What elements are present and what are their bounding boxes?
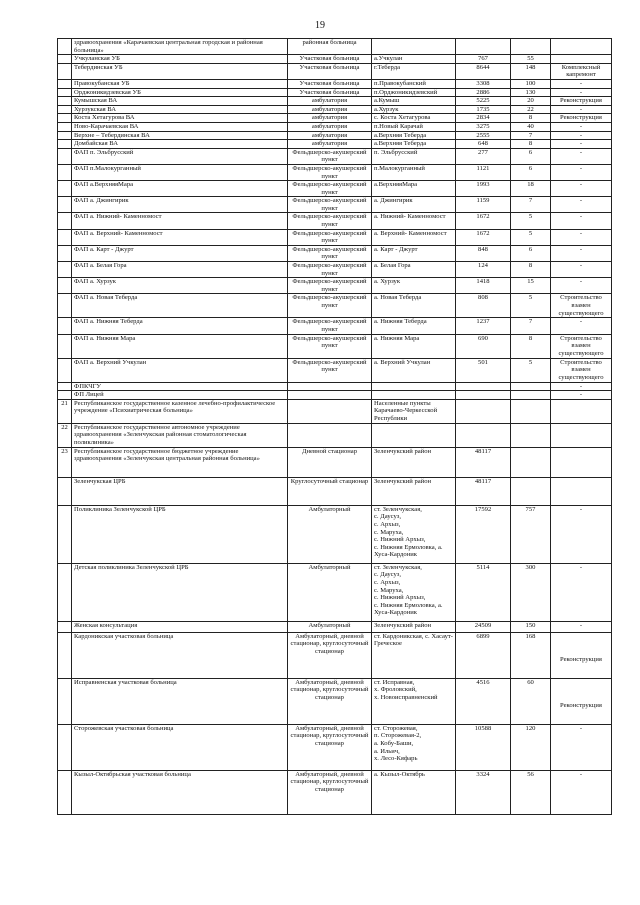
facility-type-cell: амбулатория	[288, 114, 372, 123]
facility-name-cell: ФАП а. Нижний- Каменномост	[72, 213, 288, 229]
facility-name-cell: Республиканское государственное бюджетное учреждение здравоохранения «Зеленчукская центральная районная больница»	[72, 447, 288, 477]
location-cell: а. Нижняя Мара	[372, 334, 456, 358]
row-number-cell	[58, 245, 72, 261]
facility-name-cell: Сторожевская участковая больница	[72, 724, 288, 770]
population-cell: 2886	[456, 88, 511, 97]
capacity-cell: 5	[511, 294, 551, 318]
capacity-cell: 56	[511, 770, 551, 814]
facility-type-cell	[288, 391, 372, 400]
capacity-cell: 100	[511, 79, 551, 88]
facility-name-cell: ФАП а. Джингирик	[72, 197, 288, 213]
capacity-cell	[511, 477, 551, 505]
facility-name-cell: ФАП а.ВерхняяМара	[72, 181, 288, 197]
table-row	[58, 131, 612, 140]
row-number-cell	[58, 79, 72, 88]
capacity-cell: 40	[511, 122, 551, 131]
facility-name-cell: ФАП а. Нижняя Мара	[72, 334, 288, 358]
planned-works-cell: Реконструкция	[551, 97, 612, 106]
table-row	[58, 563, 612, 621]
row-number-cell	[58, 477, 72, 505]
capacity-cell: 20	[511, 97, 551, 106]
row-number-cell	[58, 114, 72, 123]
facility-type-cell: Амбулаторный	[288, 505, 372, 563]
population-cell: 808	[456, 294, 511, 318]
facility-type-cell: Амбулаторный, дневной стационар, круглосуточный стационар	[288, 678, 372, 724]
location-cell	[372, 39, 456, 55]
location-cell: а. Верхний Учкулан	[372, 358, 456, 382]
planned-works-cell: -	[551, 621, 612, 632]
location-cell: а. Нижний- Каменномост	[372, 213, 456, 229]
population-cell	[456, 423, 511, 447]
table-row	[58, 122, 612, 131]
planned-works-cell: Строительство взамен существующего	[551, 334, 612, 358]
table-row	[58, 164, 612, 180]
capacity-cell: 8	[511, 114, 551, 123]
table-row	[58, 97, 612, 106]
location-cell: п.Правокубанский	[372, 79, 456, 88]
population-cell	[456, 382, 511, 391]
row-number-cell	[58, 334, 72, 358]
population-cell: 648	[456, 140, 511, 149]
facility-type-cell: Фельдшерско-акушерский пункт	[288, 148, 372, 164]
table-row	[58, 114, 612, 123]
population-cell: 3275	[456, 122, 511, 131]
population-cell: 6899	[456, 632, 511, 678]
table-row	[58, 770, 612, 814]
row-number-cell	[58, 140, 72, 149]
population-cell: 1237	[456, 318, 511, 334]
row-number-cell: 22	[58, 423, 72, 447]
location-cell: а. Нижняя Теберда	[372, 318, 456, 334]
capacity-cell: 55	[511, 55, 551, 64]
location-cell: а. Хурзук	[372, 278, 456, 294]
population-cell	[456, 39, 511, 55]
capacity-cell: 7	[511, 131, 551, 140]
facility-name-cell: Исправненская участковая больница	[72, 678, 288, 724]
row-number-cell	[58, 391, 72, 400]
location-cell: а.Верхняя Теберда	[372, 131, 456, 140]
facility-type-cell: Фельдшерско-акушерский пункт	[288, 318, 372, 334]
planned-works-cell: -	[551, 229, 612, 245]
planned-works-cell: -	[551, 88, 612, 97]
location-cell: Зеленчукский район	[372, 621, 456, 632]
capacity-cell: 150	[511, 621, 551, 632]
planned-works-cell	[551, 39, 612, 55]
table-row	[58, 423, 612, 447]
facility-name-cell: Ново-Карачаевская ВА	[72, 122, 288, 131]
facility-name-cell: Коста Хетагурова ВА	[72, 114, 288, 123]
facility-name-cell: ФПКЧГУ	[72, 382, 288, 391]
facility-name-cell: Верхне – Тебердинская ВА	[72, 131, 288, 140]
facility-type-cell: Дневной стационар	[288, 447, 372, 477]
population-cell: 4516	[456, 678, 511, 724]
table-row	[58, 505, 612, 563]
population-cell: 2834	[456, 114, 511, 123]
location-cell: г.Теберда	[372, 63, 456, 79]
row-number-cell	[58, 770, 72, 814]
facility-name-cell: ФАП а. Белая Гора	[72, 262, 288, 278]
planned-works-cell: -	[551, 164, 612, 180]
location-cell: с. Коста Хетагурова	[372, 114, 456, 123]
facility-type-cell	[288, 399, 372, 423]
facility-name-cell: Хурзукская ВА	[72, 105, 288, 114]
location-cell: п.Новый Карачай	[372, 122, 456, 131]
location-cell: а. Белая Гора	[372, 262, 456, 278]
table-row	[58, 334, 612, 358]
location-cell: а.Учкулан	[372, 55, 456, 64]
row-number-cell	[58, 229, 72, 245]
planned-works-cell: -	[551, 245, 612, 261]
facility-type-cell: Фельдшерско-акушерский пункт	[288, 294, 372, 318]
facility-name-cell: ФАП п.Малокурганный	[72, 164, 288, 180]
location-cell: а. Джингирик	[372, 197, 456, 213]
location-cell: ст. Зеленчукская, с. Даусуз, с. Архыз, с. Маруха, с. Нижний Архыз, с. Нижняя Ермоловка, а. Хуса-Кардоник	[372, 563, 456, 621]
row-number-cell	[58, 88, 72, 97]
row-number-cell	[58, 358, 72, 382]
table-row	[58, 197, 612, 213]
facility-name-cell: ФАП а. Карт - Джурт	[72, 245, 288, 261]
location-cell: а.Верхняя Теберда	[372, 140, 456, 149]
planned-works-cell	[551, 423, 612, 447]
capacity-cell: 22	[511, 105, 551, 114]
planned-works-cell: -	[551, 197, 612, 213]
location-cell: а.Кумыш	[372, 97, 456, 106]
row-number-cell	[58, 621, 72, 632]
capacity-cell: 300	[511, 563, 551, 621]
table-row	[58, 181, 612, 197]
facility-name-cell: Республиканское государственное казенное лечебно-профилактическое учреждение «Психиатрическая больница»	[72, 399, 288, 423]
facility-type-cell	[288, 423, 372, 447]
planned-works-cell: -	[551, 391, 612, 400]
population-cell: 1121	[456, 164, 511, 180]
table-row	[58, 79, 612, 88]
table-row	[58, 39, 612, 55]
planned-works-cell: Строительство взамен существующего	[551, 294, 612, 318]
facility-type-cell: Участковая больница	[288, 55, 372, 64]
row-number-cell	[58, 318, 72, 334]
capacity-cell: 148	[511, 63, 551, 79]
population-cell: 3308	[456, 79, 511, 88]
facility-name-cell: ФАП а. Верхний- Каменномост	[72, 229, 288, 245]
row-number-cell	[58, 105, 72, 114]
table-row	[58, 229, 612, 245]
location-cell: а.Хурзук	[372, 105, 456, 114]
planned-works-cell: Строительство взамен существующего	[551, 358, 612, 382]
table-row	[58, 88, 612, 97]
population-cell: 690	[456, 334, 511, 358]
facility-type-cell: Амбулаторный, дневной стационар, круглосуточный стационар	[288, 770, 372, 814]
location-cell: ст. Кардоникская, с. Хасаут-Греческое	[372, 632, 456, 678]
facility-type-cell: Фельдшерско-акушерский пункт	[288, 229, 372, 245]
location-cell: а. Верхний- Каменномост	[372, 229, 456, 245]
facility-name-cell: Правокубанская УБ	[72, 79, 288, 88]
row-number-cell: 21	[58, 399, 72, 423]
planned-works-cell: -	[551, 181, 612, 197]
population-cell: 501	[456, 358, 511, 382]
page-number: 19	[315, 20, 325, 31]
table-row	[58, 678, 612, 724]
capacity-cell	[511, 382, 551, 391]
location-cell	[372, 423, 456, 447]
facility-type-cell: Амбулаторный	[288, 621, 372, 632]
facility-type-cell: амбулатория	[288, 97, 372, 106]
location-cell: п.Орджоникидзевский	[372, 88, 456, 97]
location-cell	[372, 382, 456, 391]
capacity-cell	[511, 39, 551, 55]
row-number-cell	[58, 278, 72, 294]
facility-name-cell: Учкуланская УБ	[72, 55, 288, 64]
table-row	[58, 447, 612, 477]
table-row	[58, 63, 612, 79]
population-cell: 848	[456, 245, 511, 261]
location-cell: а. Карт - Джурт	[372, 245, 456, 261]
planned-works-cell: Реконструкция	[551, 632, 612, 678]
population-cell: 124	[456, 262, 511, 278]
facility-type-cell: Фельдшерско-акушерский пункт	[288, 245, 372, 261]
location-cell: Населенные пункты Карачаево-Черкесской Республики	[372, 399, 456, 423]
location-cell	[372, 391, 456, 400]
facility-type-cell: Амбулаторный, дневной стационар, круглосуточный стационар	[288, 724, 372, 770]
capacity-cell: 6	[511, 148, 551, 164]
population-cell	[456, 391, 511, 400]
population-cell: 17592	[456, 505, 511, 563]
capacity-cell: 168	[511, 632, 551, 678]
population-cell: 1418	[456, 278, 511, 294]
facility-name-cell: ФАП а. Новая Теберда	[72, 294, 288, 318]
population-cell: 1672	[456, 229, 511, 245]
location-cell: а. Кызыл-Октябрь	[372, 770, 456, 814]
capacity-cell	[511, 423, 551, 447]
row-number-cell	[58, 63, 72, 79]
facility-name-cell: ФП Лицей	[72, 391, 288, 400]
facility-type-cell: районная больница	[288, 39, 372, 55]
location-cell: ст. Зеленчукская, с. Даусуз, с. Архыз, с. Маруха, с. Нижний Архыз, с. Нижняя Ермоловка, а. Хуса-Кардоник	[372, 505, 456, 563]
row-number-cell	[58, 294, 72, 318]
facility-type-cell: Фельдшерско-акушерский пункт	[288, 262, 372, 278]
facility-name-cell: Детская поликлиника Зеленчукской ЦРБ	[72, 563, 288, 621]
planned-works-cell: -	[551, 131, 612, 140]
facility-name-cell: Домбайская ВА	[72, 140, 288, 149]
population-cell: 10588	[456, 724, 511, 770]
capacity-cell: 8	[511, 140, 551, 149]
location-cell: п. Эльбрусский	[372, 148, 456, 164]
facility-type-cell: Фельдшерско-акушерский пункт	[288, 278, 372, 294]
table-row	[58, 382, 612, 391]
population-cell: 3324	[456, 770, 511, 814]
row-number-cell	[58, 632, 72, 678]
location-cell: ст. Сторожевая, п. Сторожевая-2, а. Кобу-Баши, а. Ильич, х. Лесо-Кяфарь	[372, 724, 456, 770]
facility-type-cell: Участковая больница	[288, 79, 372, 88]
facility-type-cell: Круглосуточный стационар	[288, 477, 372, 505]
facility-type-cell: Участковая больница	[288, 88, 372, 97]
location-cell: а. Новая Теберда	[372, 294, 456, 318]
planned-works-cell	[551, 55, 612, 64]
population-cell: 1993	[456, 181, 511, 197]
row-number-cell	[58, 505, 72, 563]
facility-type-cell: Участковая больница	[288, 63, 372, 79]
facility-name-cell: Тебердинская УБ	[72, 63, 288, 79]
facility-name-cell: ФАП а. Нижняя Теберда	[72, 318, 288, 334]
facility-name-cell: Кумышская ВА	[72, 97, 288, 106]
row-number-cell	[58, 382, 72, 391]
capacity-cell	[511, 391, 551, 400]
population-cell: 5114	[456, 563, 511, 621]
table-row	[58, 621, 612, 632]
capacity-cell: 7	[511, 318, 551, 334]
capacity-cell: 5	[511, 213, 551, 229]
row-number-cell	[58, 148, 72, 164]
planned-works-cell: -	[551, 140, 612, 149]
population-cell: 277	[456, 148, 511, 164]
planned-works-cell	[551, 477, 612, 505]
facility-name-cell: ФАП п. Эльбрусский	[72, 148, 288, 164]
facility-name-cell: ФАП а. Верхний Учкулан	[72, 358, 288, 382]
facility-type-cell: Фельдшерско-акушерский пункт	[288, 213, 372, 229]
planned-works-cell: Реконструкция	[551, 678, 612, 724]
location-cell: Зеленчукский район	[372, 477, 456, 505]
planned-works-cell: -	[551, 122, 612, 131]
capacity-cell: 7	[511, 197, 551, 213]
table-row	[58, 724, 612, 770]
facility-name-cell: Республиканское государственное автономное учреждение здравоохранения «Зеленчукская районная стоматологическая поликлиника»	[72, 423, 288, 447]
table-row	[58, 105, 612, 114]
planned-works-cell: -	[551, 213, 612, 229]
facility-type-cell: Фельдшерско-акушерский пункт	[288, 334, 372, 358]
population-cell: 8644	[456, 63, 511, 79]
table-row	[58, 318, 612, 334]
population-cell: 48117	[456, 447, 511, 477]
facility-name-cell: Женская консультация	[72, 621, 288, 632]
population-cell: 1159	[456, 197, 511, 213]
capacity-cell: 8	[511, 262, 551, 278]
capacity-cell: 120	[511, 724, 551, 770]
facility-name-cell: здравоохранения «Карачаевская центральная городская и районная больница»	[72, 39, 288, 55]
planned-works-cell: -	[551, 724, 612, 770]
facility-type-cell: амбулатория	[288, 131, 372, 140]
table-row	[58, 391, 612, 400]
row-number-cell: 23	[58, 447, 72, 477]
table-row	[58, 213, 612, 229]
location-cell: ст. Исправная, х. Фроловский, х. Новоисправненский	[372, 678, 456, 724]
planned-works-cell: -	[551, 770, 612, 814]
row-number-cell	[58, 122, 72, 131]
row-number-cell	[58, 131, 72, 140]
capacity-cell: 757	[511, 505, 551, 563]
capacity-cell: 130	[511, 88, 551, 97]
location-cell: а.ВерхняяМара	[372, 181, 456, 197]
population-cell: 24509	[456, 621, 511, 632]
planned-works-cell: -	[551, 262, 612, 278]
row-number-cell	[58, 181, 72, 197]
population-cell: 48117	[456, 477, 511, 505]
row-number-cell	[58, 724, 72, 770]
table-row	[58, 632, 612, 678]
table-row	[58, 148, 612, 164]
facility-type-cell	[288, 382, 372, 391]
row-number-cell	[58, 213, 72, 229]
table-row	[58, 399, 612, 423]
planned-works-cell: -	[551, 563, 612, 621]
location-cell: Зеленчукский район	[372, 447, 456, 477]
facility-name-cell: Кардоникская участковая больница	[72, 632, 288, 678]
facilities-table	[57, 38, 612, 815]
planned-works-cell: Реконструкция	[551, 114, 612, 123]
facility-type-cell: амбулатория	[288, 140, 372, 149]
table-row	[58, 55, 612, 64]
row-number-cell	[58, 563, 72, 621]
population-cell	[456, 399, 511, 423]
planned-works-cell: -	[551, 105, 612, 114]
capacity-cell: 8	[511, 334, 551, 358]
row-number-cell	[58, 164, 72, 180]
capacity-cell: 6	[511, 245, 551, 261]
table-row	[58, 245, 612, 261]
row-number-cell	[58, 262, 72, 278]
facility-name-cell: ФАП а. Хурзук	[72, 278, 288, 294]
facility-name-cell: Поликлиника Зеленчукской ЦРБ	[72, 505, 288, 563]
planned-works-cell: -	[551, 79, 612, 88]
row-number-cell	[58, 55, 72, 64]
row-number-cell	[58, 39, 72, 55]
planned-works-cell: -	[551, 278, 612, 294]
facility-type-cell: Амбулаторный, дневной стационар, круглосуточный стационар	[288, 632, 372, 678]
population-cell: 767	[456, 55, 511, 64]
capacity-cell: 5	[511, 358, 551, 382]
planned-works-cell: -	[551, 505, 612, 563]
capacity-cell	[511, 447, 551, 477]
facility-name-cell: Кызыл-Октябрьская участковая больница	[72, 770, 288, 814]
capacity-cell: 6	[511, 164, 551, 180]
row-number-cell	[58, 197, 72, 213]
location-cell: п.Малокурганный	[372, 164, 456, 180]
population-cell: 1672	[456, 213, 511, 229]
facility-type-cell: амбулатория	[288, 122, 372, 131]
population-cell: 5225	[456, 97, 511, 106]
facility-type-cell: Фельдшерско-акушерский пункт	[288, 181, 372, 197]
planned-works-cell: Комплексный капремонт	[551, 63, 612, 79]
planned-works-cell	[551, 399, 612, 423]
table-row	[58, 358, 612, 382]
facility-name-cell: Зеленчукская ЦРБ	[72, 477, 288, 505]
table-row	[58, 262, 612, 278]
row-number-cell	[58, 97, 72, 106]
population-cell: 1735	[456, 105, 511, 114]
row-number-cell	[58, 678, 72, 724]
planned-works-cell: -	[551, 382, 612, 391]
capacity-cell: 18	[511, 181, 551, 197]
table-row	[58, 294, 612, 318]
facility-type-cell: Амбулаторный	[288, 563, 372, 621]
planned-works-cell: -	[551, 318, 612, 334]
facility-type-cell: Фельдшерско-акушерский пункт	[288, 197, 372, 213]
facility-type-cell: Фельдшерско-акушерский пункт	[288, 358, 372, 382]
planned-works-cell	[551, 447, 612, 477]
table-row	[58, 140, 612, 149]
capacity-cell	[511, 399, 551, 423]
capacity-cell: 5	[511, 229, 551, 245]
population-cell: 2555	[456, 131, 511, 140]
facility-type-cell: амбулатория	[288, 105, 372, 114]
table-row	[58, 477, 612, 505]
capacity-cell: 15	[511, 278, 551, 294]
capacity-cell: 60	[511, 678, 551, 724]
facility-name-cell: Орджоникидзевская УБ	[72, 88, 288, 97]
planned-works-cell: -	[551, 148, 612, 164]
table-row	[58, 278, 612, 294]
facility-type-cell: Фельдшерско-акушерский пункт	[288, 164, 372, 180]
